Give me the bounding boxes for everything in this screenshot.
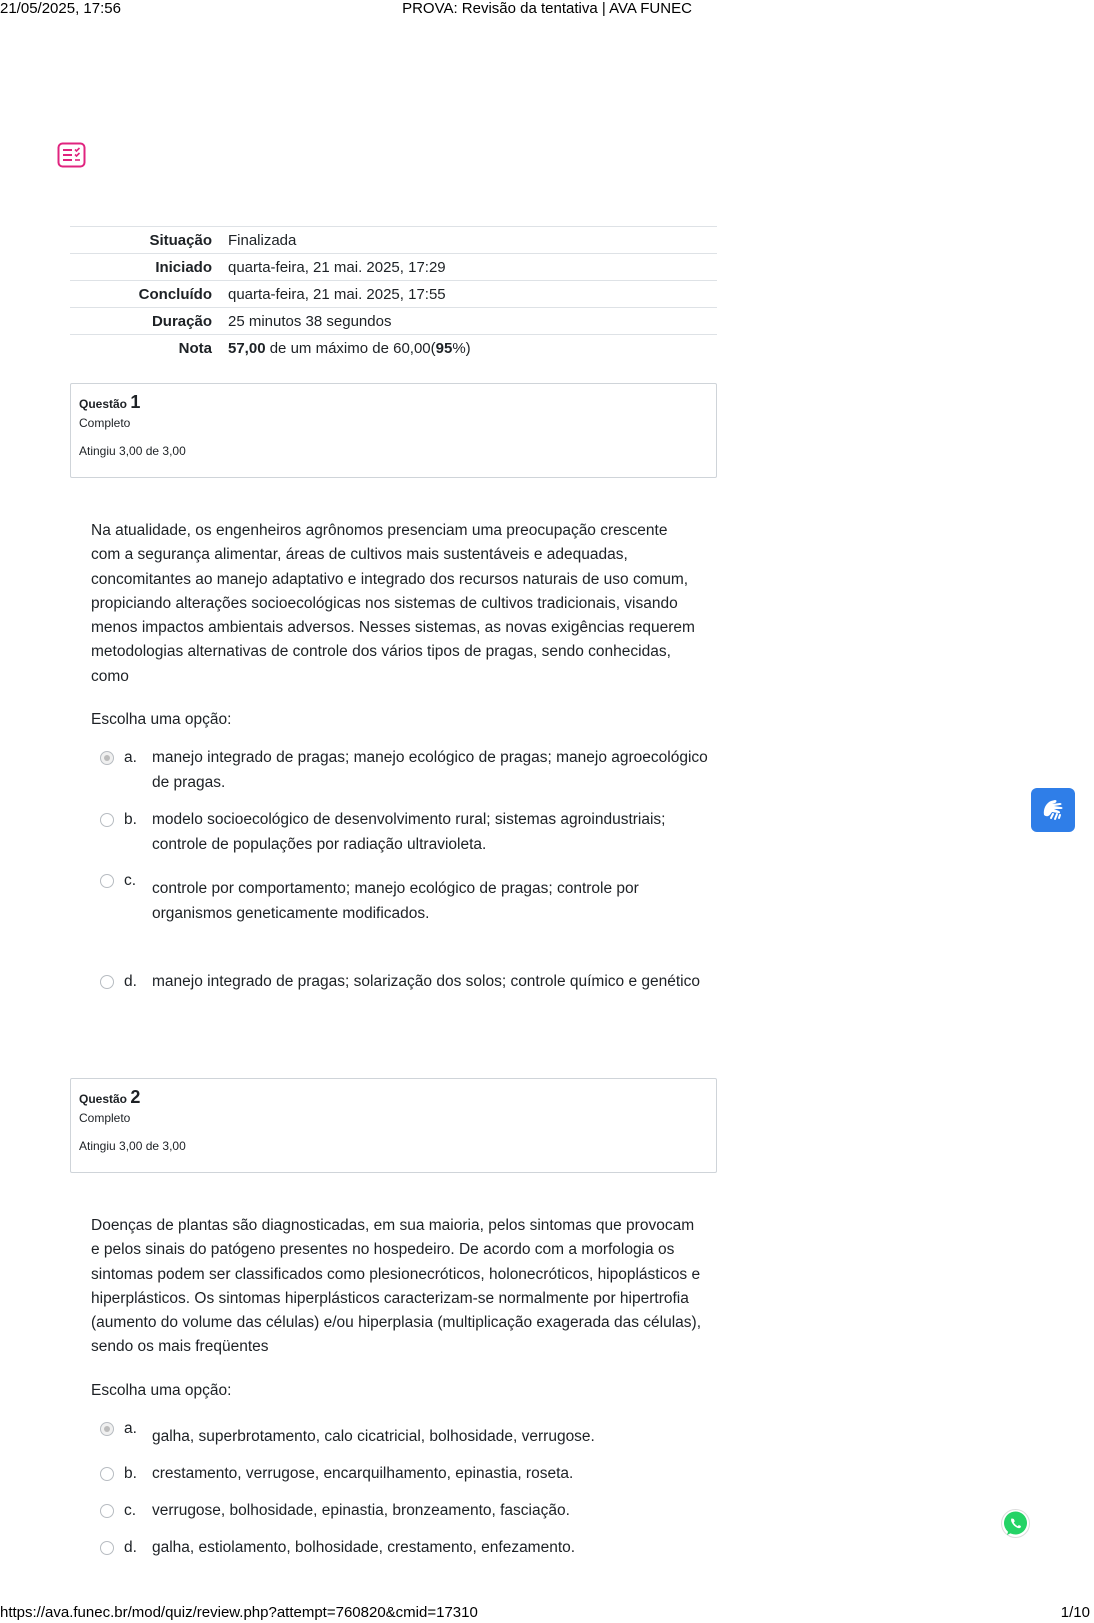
question-grade: Atingiu 3,00 de 3,00 (79, 1139, 186, 1153)
question-info-1 (70, 383, 717, 478)
summary-label: Duração (151, 312, 212, 330)
sign-language-icon[interactable] (1031, 788, 1075, 832)
summary-value: quarta-feira, 21 mai. 2025, 17:29 (228, 258, 446, 276)
radio-button[interactable] (100, 1467, 114, 1481)
print-header (0, 0, 1094, 18)
summary-label: Concluído (138, 285, 212, 303)
question-number-value: 1 (130, 392, 141, 412)
summary-label: Nota (178, 339, 212, 357)
option-text: manejo integrado de pragas; solarização dos solos; controle químico e genético (152, 973, 700, 990)
summary-grade-value (228, 335, 717, 362)
option-text: galha, superbrotamento, calo cicatricial, bolhosidade, verrugose. (152, 1428, 595, 1445)
radio-button[interactable] (100, 813, 114, 827)
grade-max: de um máximo de 60,00( (265, 339, 436, 357)
grade-suffix: %) (452, 339, 471, 357)
question-number-value: 2 (130, 1087, 141, 1107)
answer-prompt-2: Escolha uma opção: (91, 1382, 232, 1399)
question-state: Completo (79, 1111, 131, 1125)
radio-button[interactable] (100, 1422, 114, 1436)
option-letter: c. (124, 1502, 137, 1519)
quiz-icon (57, 142, 86, 168)
radio-button[interactable] (100, 874, 114, 888)
print-page-number: 1/10 (1060, 1604, 1090, 1621)
question-label: Questão (79, 397, 128, 411)
option-letter: c. (124, 872, 137, 889)
option-letter: d. (124, 1539, 137, 1556)
summary-row-situacao (70, 227, 717, 254)
option-text: controle por comportamento; manejo ecológico de pragas; controle por organismos geneticamente modificados. (152, 880, 639, 922)
question-text-2: Doenças de plantas são diagnosticadas, em sua maioria, pelos sintomas que provocam e pelos sinais do patógeno presentes no hospedeiro. De acordo com a morfologia os sintomas podem ser classificados como plesionecróticos, holonecróticos, hipoplásticos e hiperplásticos. Os sintomas hiperplásticos caracterizam-se normalmente por hipertrofia (aumento do volume das células) e/ou hiperplasia (multiplicação exagerada das células), sendo os mais freqüentes (91, 1217, 702, 1356)
answer-prompt-1: Escolha uma opção: (91, 711, 232, 728)
summary-label: Situação (149, 231, 212, 249)
print-datetime: 21/05/2025, 17:56 (0, 0, 121, 17)
radio-button[interactable] (100, 1504, 114, 1518)
summary-row-duracao (70, 308, 717, 335)
option-letter: d. (124, 973, 137, 990)
question-grade: Atingiu 3,00 de 3,00 (79, 444, 186, 458)
question-state: Completo (79, 416, 131, 430)
question-number (79, 390, 708, 412)
grade-percent: 95 (435, 339, 453, 357)
print-footer (0, 1604, 1094, 1622)
option-text: modelo socioecológico de desenvolvimento rural; sistemas agroindustriais; controle de populações por radiação ultravioleta. (152, 811, 666, 853)
summary-value: 25 minutos 38 segundos (228, 312, 392, 330)
question-number (79, 1085, 708, 1107)
whatsapp-icon[interactable] (1000, 1508, 1031, 1539)
question-label: Questão (79, 1092, 128, 1106)
print-url: https://ava.funec.br/mod/quiz/review.php?attempt=760820&cmid=17310 (0, 1604, 478, 1621)
summary-value: Finalizada (228, 231, 297, 249)
summary-row-iniciado (70, 254, 717, 281)
summary-row-concluido (70, 281, 717, 308)
option-letter: b. (124, 1465, 137, 1482)
option-letter: b. (124, 811, 137, 828)
print-page-title: PROVA: Revisão da tentativa | AVA FUNEC (402, 0, 692, 17)
summary-row-nota (70, 335, 717, 362)
option-text: galha, estiolamento, bolhosidade, crestamento, enfezamento. (152, 1539, 576, 1556)
grade-score: 57,00 (228, 339, 266, 357)
attempt-summary-table (70, 226, 717, 362)
option-letter: a. (124, 749, 137, 766)
option-text: crestamento, verrugose, encarquilhamento, epinastia, roseta. (152, 1465, 574, 1482)
question-text-1: Na atualidade, os engenheiros agrônomos presenciam uma preocupação crescente com a segurança alimentar, áreas de cultivos mais sustentáveis e adequadas, concomitantes ao manejo adaptativo e integrado dos recursos naturais de uso comum, propiciando alterações socioecológicas nos sistemas de cultivos tradicionais, visando menos impactos ambientais adversos. Nesses sistemas, as novas exigências requerem metodologias alternativas de controle dos vários tipos de pragas, sendo conhecidas, como (91, 522, 695, 685)
option-letter: a. (124, 1420, 137, 1437)
summary-label: Iniciado (155, 258, 212, 276)
radio-button[interactable] (100, 751, 114, 765)
option-text: manejo integrado de pragas; manejo ecológico de pragas; manejo agroecológico de pragas. (152, 749, 708, 791)
radio-button[interactable] (100, 1541, 114, 1555)
option-text: verrugose, bolhosidade, epinastia, bronzeamento, fasciação. (152, 1502, 570, 1519)
summary-value: quarta-feira, 21 mai. 2025, 17:55 (228, 285, 446, 303)
radio-button[interactable] (100, 975, 114, 989)
question-info-2 (70, 1078, 717, 1173)
